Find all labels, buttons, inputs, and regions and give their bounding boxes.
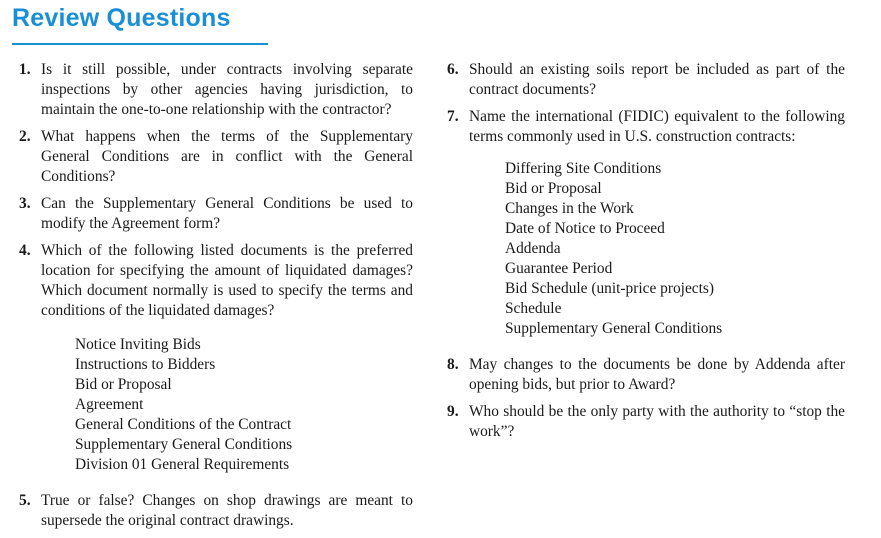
question-number: 7. bbox=[447, 108, 459, 125]
document-list bbox=[75, 335, 413, 475]
question-number: 1. bbox=[19, 61, 31, 78]
list-item: Instructions to Bidders bbox=[75, 356, 216, 373]
question-text: Is it still possible, under contracts involving separate inspections by other agencies having jurisdiction, to maintain the one-to-one relationship with the contractor? bbox=[41, 61, 413, 118]
question-7 bbox=[447, 107, 845, 147]
list-item: Date of Notice to Proceed bbox=[505, 220, 665, 237]
list-item: Addenda bbox=[505, 240, 561, 257]
question-text: May changes to the documents be done by Addenda after opening bids, but prior to Award? bbox=[469, 356, 845, 393]
question-2 bbox=[19, 127, 413, 187]
question-text: True or false? Changes on shop drawings are meant to supersede the original contract drawings. bbox=[41, 492, 413, 529]
list-item: Supplementary General Conditions bbox=[75, 436, 293, 453]
list-item: Differing Site Conditions bbox=[505, 160, 662, 177]
question-text: Name the international (FIDIC) equivalent to the following terms commonly used in U.S. construction contracts: bbox=[469, 108, 845, 145]
question-number: 3. bbox=[19, 195, 31, 212]
question-4 bbox=[19, 241, 413, 321]
terms-list bbox=[505, 159, 845, 339]
section-title: Review Questions bbox=[12, 4, 231, 32]
list-item: Bid or Proposal bbox=[505, 180, 602, 197]
list-item: Notice Inviting Bids bbox=[75, 336, 201, 353]
question-number: 9. bbox=[447, 403, 459, 420]
question-text: Who should be the only party with the authority to “stop the work”? bbox=[469, 403, 845, 440]
list-item: Agreement bbox=[75, 396, 144, 413]
list-item: Supplementary General Conditions bbox=[505, 320, 723, 337]
list-item: Bid Schedule (unit-price projects) bbox=[505, 280, 714, 297]
question-8 bbox=[447, 355, 845, 395]
question-text: Should an existing soils report be included as part of the contract documents? bbox=[469, 61, 845, 98]
question-9 bbox=[447, 402, 845, 442]
right-column bbox=[447, 60, 845, 449]
list-item: Bid or Proposal bbox=[75, 376, 172, 393]
question-text: What happens when the terms of the Supplementary General Conditions are in conflict with the General Conditions? bbox=[41, 128, 413, 185]
question-1 bbox=[19, 60, 413, 120]
question-5 bbox=[19, 491, 413, 531]
left-column bbox=[19, 60, 413, 538]
list-item: Division 01 General Requirements bbox=[75, 456, 290, 473]
list-item: Changes in the Work bbox=[505, 200, 634, 217]
list-item: Guarantee Period bbox=[505, 260, 613, 277]
question-number: 4. bbox=[19, 242, 31, 259]
question-number: 2. bbox=[19, 128, 31, 145]
question-number: 6. bbox=[447, 61, 459, 78]
question-text: Can the Supplementary General Conditions be used to modify the Agreement form? bbox=[41, 195, 413, 232]
list-item: General Conditions of the Contract bbox=[75, 416, 292, 433]
question-6 bbox=[447, 60, 845, 100]
title-underline bbox=[12, 43, 268, 45]
question-3 bbox=[19, 194, 413, 234]
question-number: 5. bbox=[19, 492, 31, 509]
list-item: Schedule bbox=[505, 300, 562, 317]
question-text: Which of the following listed documents is the preferred location for specifying the amount of liquidated damages? Which document normally is used to specify the terms and conditions of the liquidated damages? bbox=[41, 242, 413, 319]
question-number: 8. bbox=[447, 356, 459, 373]
